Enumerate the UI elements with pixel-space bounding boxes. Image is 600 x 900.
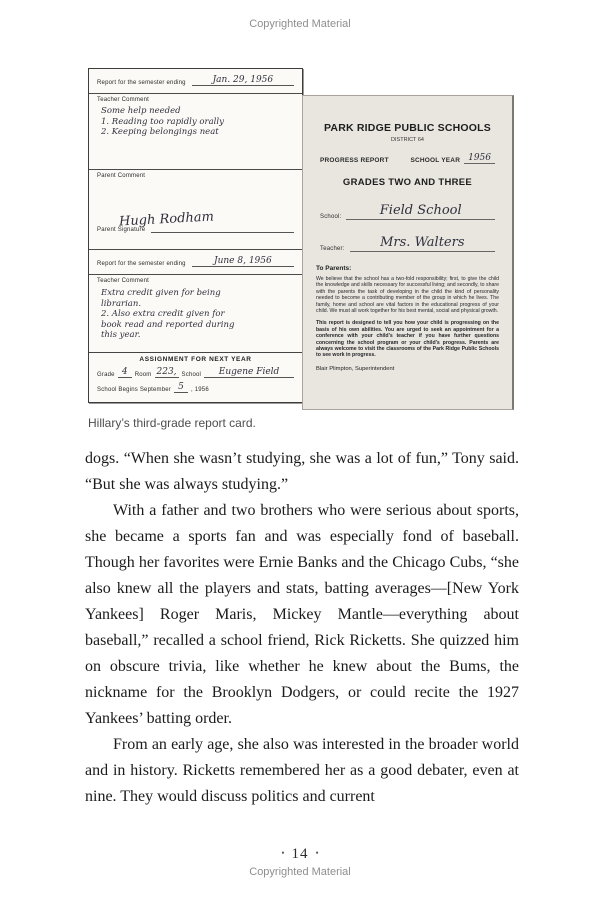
- school-field-line: [346, 201, 495, 220]
- school-year-handwritten: 1956: [464, 153, 495, 164]
- handwritten-line: 2. Also extra credit given for: [101, 309, 225, 319]
- grade-value-handwritten: 4: [118, 367, 132, 378]
- handwritten-line: book read and reported during: [101, 319, 235, 330]
- school-system-title: PARK RIDGE PUBLIC SCHOOLS: [324, 122, 491, 134]
- page-number-dot-left: •: [281, 848, 285, 858]
- teacher-field-row: [316, 233, 499, 252]
- parent-signature-row: [97, 227, 294, 233]
- assignment-grade-row: [97, 367, 294, 378]
- school-name-handwritten: Field School: [379, 203, 462, 218]
- grade-label: Grade: [97, 372, 115, 378]
- teacher-comment1-handwritten: [101, 106, 294, 138]
- body-text-block: [85, 446, 519, 810]
- figure-caption: Hillary’s third-grade report card.: [88, 416, 256, 430]
- school-begins-label: School Begins September: [97, 387, 171, 393]
- semester1-date-handwritten: Jan. 29, 1956: [192, 75, 294, 86]
- rule: [89, 274, 302, 275]
- semester2-date-handwritten: June 8, 1956: [192, 256, 294, 267]
- grades-heading: GRADES TWO AND THREE: [342, 177, 473, 188]
- copyright-notice-bottom: Copyrighted Material: [249, 866, 351, 878]
- copyright-notice-top: Copyrighted Material: [249, 18, 351, 30]
- signature-line: [151, 232, 294, 233]
- room-label: Room: [134, 372, 152, 378]
- report-card-right-page: [302, 95, 514, 410]
- handwritten-line: 2. Keeping belongings neat: [101, 127, 219, 137]
- begins-year: , 1956: [190, 387, 209, 393]
- handwritten-line: Some help needed: [101, 106, 181, 116]
- to-parents-label: To Parents:: [316, 265, 352, 272]
- parent-signature-label: Parent Signature: [97, 227, 146, 233]
- teacher-field-line: [350, 233, 495, 252]
- rule: [89, 93, 302, 94]
- assignment-next-year-box: [89, 352, 302, 402]
- school-field-row: [316, 201, 499, 220]
- page-number-dot-right: •: [315, 848, 319, 858]
- intro-paragraph: We believe that the school has a two-fold responsibility; first, to give the child the knowledge and skills necessary for successful living; and secondly, to share with the parents the task of developing in the child the kind of personality needed to become a contributing member of the group in which he lives. The family, home and school are vital factors in the educational progress of your child. We must all work together for his best mental, social and physical growth.: [316, 276, 499, 315]
- body-paragraph: dogs. “When she wasn’t studying, she was a lot of fun,” Tony said. “But she was always studying.”: [85, 450, 519, 493]
- body-paragraph: With a father and two brothers who were serious about sports, she became a sports fan and was especially fond of baseball. Though her favorites were Ernie Banks and the Chicago Cubs, “she also knew all the players and stats, batting averages—[New York Yankees] Roger Maris, Mickey Mantle—everything about baseball,” recalled a school friend, Rick Ricketts. She quizzed him on obscure trivia, like whether he knew about the Bums, the nickname for the Brooklyn Dodgers, or could recite the 1927 Yankees’ batting order.: [85, 502, 519, 727]
- superintendent-signature: Blair Plimpton, Superintendent: [316, 365, 395, 372]
- handwritten-line: 1. Reading too rapidly orally: [101, 116, 224, 127]
- progress-report-row: [316, 153, 499, 164]
- district-label: DISTRICT 64: [391, 137, 424, 143]
- teacher-name-handwritten: Mrs. Walters: [380, 235, 465, 250]
- begins-day-handwritten: 5: [174, 382, 188, 393]
- school-label: School: [181, 372, 202, 378]
- report-card-left-page: [88, 68, 303, 403]
- assignment-begins-row: [97, 382, 294, 393]
- report-card-figure: [88, 68, 514, 410]
- school-year-label: SCHOOL YEAR: [410, 157, 461, 164]
- rule: [89, 249, 302, 250]
- conference-paragraph: This report is designed to tell you how your child is progressing on the basis of his own abilities. You are urged to seek an appointment for a conference with your child’s teacher if you have further questions concerning the school program or your child’s progress. Parents are always welcome to visit the classrooms of the Park Ridge Public Schools to see work in progress.: [316, 320, 499, 359]
- teacher-field-label: Teacher:: [320, 246, 345, 252]
- page-number: [0, 845, 600, 863]
- page-number-value: 14: [291, 846, 309, 862]
- teacher-comment2-handwritten: [101, 288, 296, 341]
- parent-comment-label: Parent Comment: [97, 173, 146, 179]
- handwritten-line: librarian.: [101, 298, 142, 309]
- handwritten-line: Extra credit given for being: [101, 288, 221, 298]
- semester2-row: [97, 256, 294, 267]
- semester1-row: [97, 75, 294, 86]
- rule: [89, 169, 302, 170]
- school-value-handwritten: Eugene Field: [204, 367, 294, 378]
- body-paragraph: From an early age, she also was interested in the broader world and in history. Ricketts remembered her as a good debater, even at nine. They would discuss politics and current: [85, 736, 519, 805]
- school-field-label: School:: [320, 214, 342, 220]
- semester2-label: Report for the semester ending: [97, 261, 186, 267]
- progress-report-label: PROGRESS REPORT: [320, 157, 389, 164]
- handwritten-line: this year.: [101, 330, 141, 340]
- semester1-label: Report for the semester ending: [97, 80, 186, 86]
- room-value-handwritten: 223,: [156, 367, 177, 377]
- parent-signature-handwritten: Hugh Rodham: [118, 209, 215, 230]
- teacher-comment2-label: Teacher Comment: [97, 278, 150, 284]
- school-year-group: [410, 153, 495, 164]
- assignment-title: ASSIGNMENT FOR NEXT YEAR: [139, 356, 252, 363]
- teacher-comment1-label: Teacher Comment: [97, 97, 150, 103]
